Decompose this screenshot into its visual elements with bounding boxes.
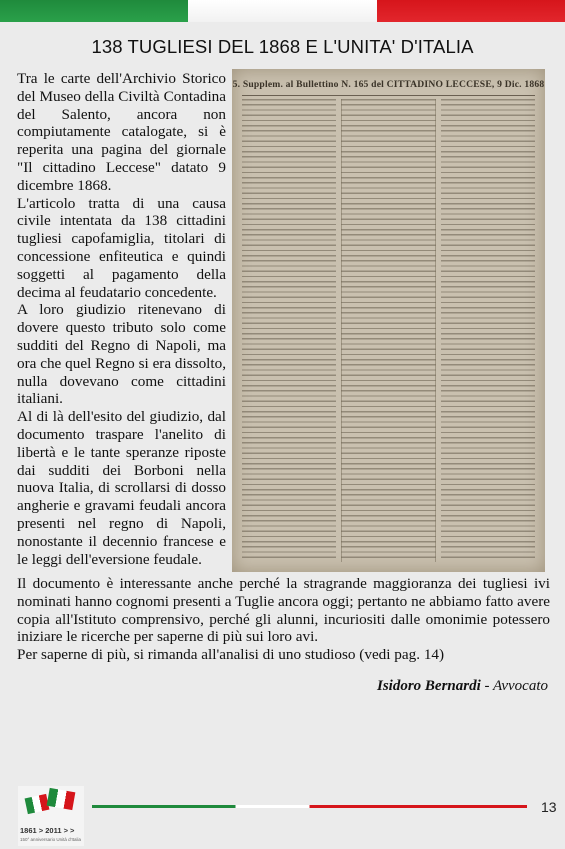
newspaper-header: 5. Supplem. al Bullettino N. 165 del CITTADINO LECCESE, 9 Dic. 1868 bbox=[232, 79, 545, 90]
flag-red-stripe bbox=[377, 0, 565, 22]
article-column bbox=[17, 70, 226, 568]
author-role: Avvocato bbox=[493, 678, 548, 694]
article-full-width bbox=[17, 575, 550, 664]
flag-green-stripe bbox=[0, 0, 188, 22]
newspaper-column bbox=[242, 99, 336, 562]
article-paragraph: Per saperne di più, si rimanda all'analisi di uno studioso (vedi pag. 14) bbox=[17, 646, 445, 664]
logo-years: 1861 > 2011 > > bbox=[20, 826, 75, 835]
flag-icon bbox=[25, 794, 50, 814]
article-paragraph: L'articolo tratta di una causa civile intentata da 138 cittadini tugliesi capofamiglia, titolari di concessione enfiteutica e quindi soggetti al pagamento della decima al feudatario concedente. bbox=[17, 194, 226, 301]
flag-white-stripe bbox=[188, 0, 376, 22]
newspaper-text-columns bbox=[242, 99, 535, 562]
newspaper-column bbox=[441, 99, 535, 562]
author-role-separator: - bbox=[484, 678, 494, 694]
author-signature bbox=[377, 678, 548, 695]
flag-icon bbox=[47, 788, 76, 810]
newspaper-scan-image bbox=[232, 69, 545, 572]
tricolor-top-bar bbox=[0, 0, 565, 22]
newspaper-rule bbox=[242, 95, 535, 96]
logo-subtitle: 150° anniversario Unità d'Italia bbox=[20, 837, 81, 842]
article-paragraph: Al di là dell'esito del giudizio, dal documento traspare l'anelito di libertà e le tante speranze riposte dai sudditi dei Borboni nella nuova Italia, di scrollarsi di dosso angherie e gravami feudali ancora presenti nel regno di Napoli, nonostante il decennio francese e le leggi dell'eversione feudale. bbox=[17, 408, 226, 568]
article-paragraph: Tra le carte dell'Archivio Storico del Museo della Civiltà Contadina del Salento, ancora non compiutamente catalogate, si è reperita una pagina del giornale "Il cittadino Leccese" datato 9 dicembre 1868. bbox=[17, 70, 226, 194]
page-number: 13 bbox=[541, 799, 557, 815]
author-name: Isidoro Bernardi bbox=[377, 678, 481, 694]
anniversary-logo bbox=[18, 786, 84, 846]
article-paragraph: Il documento è interessante anche perché la stragrande maggioranza dei tugliesi ivi nominati hanno cognomi presenti a Tuglie ancora oggi; pertanto ne abbiamo fatto avere copia all'Istituto comprensivo, perché gli alunni, incuriositi dalle omonimie potessero iniziare le ricerche per saperne di più sui loro avi. bbox=[17, 575, 550, 646]
newspaper-column bbox=[341, 99, 437, 562]
page-title: 138 TUGLIESI DEL 1868 E L'UNITA' D'ITALIA bbox=[91, 36, 474, 57]
tricolor-bottom-line bbox=[92, 805, 527, 808]
article-paragraph: A loro giudizio ritenevano di dovere questo tributo solo come sudditi del Regno di Napoli, ma ora che quel Regno si era dissolto, nulla dovevano come cittadini italiani. bbox=[17, 301, 226, 408]
